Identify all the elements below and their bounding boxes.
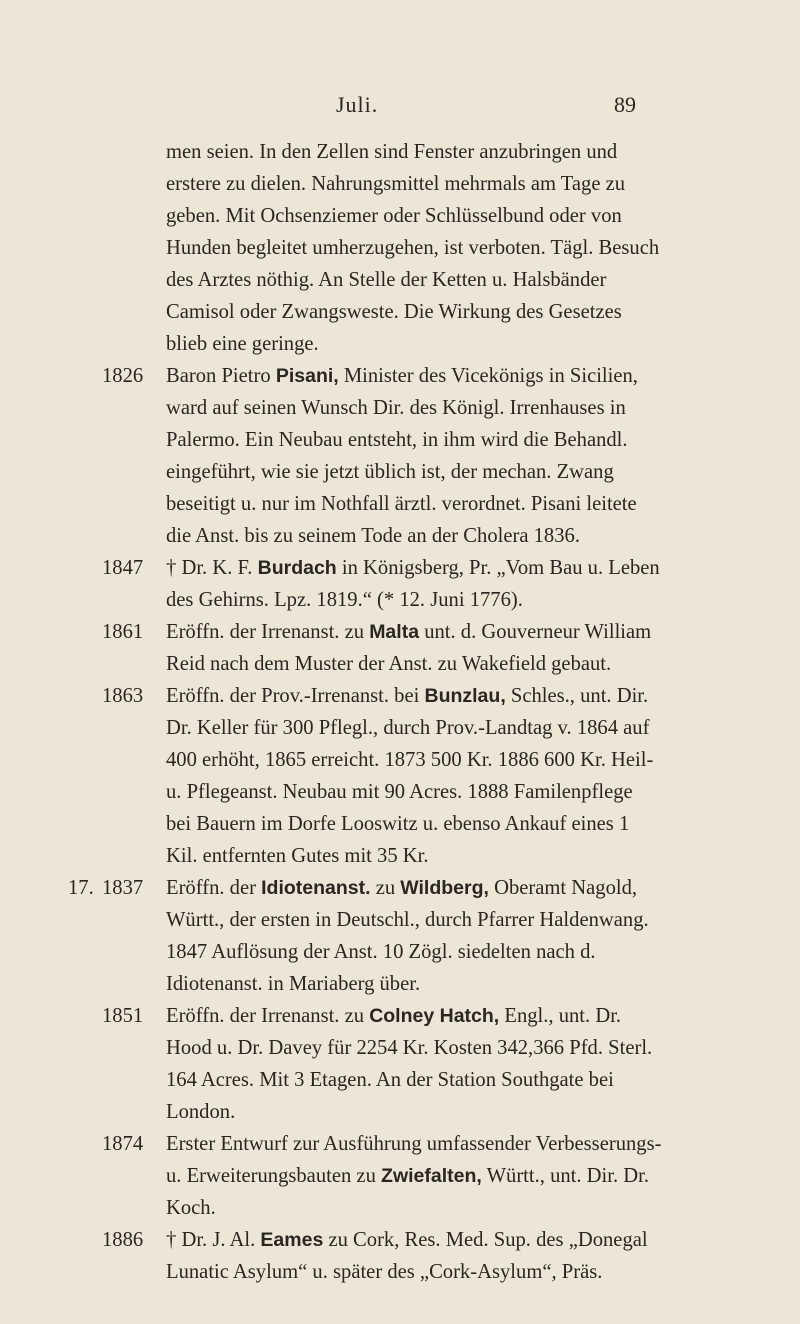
entry-year: 1851: [102, 1005, 144, 1027]
entry-keyword: Bunzlau,: [424, 685, 506, 707]
chronicle-entry-1861: [102, 616, 662, 680]
entry-keyword: Zwiefalten,: [381, 1165, 482, 1187]
entry-text: Eröffn. der Irrenanst. zu Malta unt. d. Gouverneur William Reid nach dem Muster der Anst. zu Wakefield gebaut.: [166, 621, 652, 675]
entry-text: Baron Pietro Pisani, Minister des Vicekönigs in Sicilien, ward auf seinen Wunsch Dir. des Königl. Irrenhauses in Palermo. Ein Neubau entsteht, in ihm wird die Behandl. eingeführt, wie sie jetzt üblich ist, der mechan. Zwang beseitigt u. nur im Nothfall ärztl. verordnet. Pisani leitete die Anst. bis zu seinem Tode an der Cholera 1836.: [166, 365, 638, 547]
entry-keyword: Colney Hatch,: [369, 1005, 500, 1027]
entry-text: Eröffn. der Idiotenanst. zu Wildberg, Oberamt Nagold, Württ., der ersten in Deutschl., durch Pfarrer Haldenwang. 1847 Auflösung der Anst. 10 Zögl. siedelten nach d. Idiotenanst. in Mariaberg über.: [166, 877, 649, 995]
entry-year: 1874: [102, 1133, 144, 1155]
chronicle-entry-1863: [102, 680, 662, 872]
entry-keyword: Wildberg,: [400, 877, 489, 899]
entry-year: 1863: [102, 685, 144, 707]
entry-keyword: Pisani,: [275, 365, 339, 387]
entry-text: Eröffn. der Prov.-Irrenanst. bei Bunzlau, Schles., unt. Dir. Dr. Keller für 300 Pflegl., durch Prov.-Landtag v. 1864 auf 400 erhöht, 1865 erreicht. 1873 500 Kr. 1886 600 Kr. Heil- u. Pflegeanst. Neubau mit 90 Acres. 1888 Familenpflege bei Bauern im Dorfe Looswitz u. ebenso Ankauf eines 1 Kil. entfernten Gutes mit 35 Kr.: [166, 685, 654, 867]
chronicle-entry-1886: [102, 1224, 662, 1288]
entry-text: Erster Entwurf zur Ausführung umfassender Verbesserungs- u. Erweiterungsbauten zu Zwiefalten, Württ., unt. Dir. Dr. Koch.: [166, 1133, 662, 1219]
page-number: 89: [614, 92, 636, 117]
entry-year: 1826: [102, 365, 144, 387]
entry-keyword: Eames: [260, 1229, 324, 1251]
entry-keyword: Burdach: [257, 557, 337, 579]
chronicle-entry-1851: [102, 1000, 662, 1128]
entry-text: Eröffn. der Irrenanst. zu Colney Hatch, Engl., unt. Dr. Hood u. Dr. Davey für 2254 Kr. Kosten 342,366 Pfd. Sterl. 164 Acres. Mit 3 Etagen. An der Station Southgate bei London.: [166, 1005, 653, 1123]
running-title: Juli.: [336, 92, 379, 117]
chronicle-entry-1837: [68, 872, 662, 1000]
continuation-paragraph: [102, 136, 662, 360]
chronicle-entry-1874: [102, 1128, 662, 1224]
entry-text: † Dr. K. F. Burdach in Königsberg, Pr. „Vom Bau u. Leben des Gehirns. Lpz. 1819.“ (* 12. Juni 1776).: [166, 557, 660, 611]
entry-year: 1861: [102, 621, 144, 643]
chronicle-entry-1847: [102, 552, 662, 616]
entry-keyword: Idiotenanst.: [261, 877, 371, 899]
entry-keyword: Malta: [369, 621, 420, 643]
page-header: [0, 92, 800, 122]
entry-year: 1886: [102, 1229, 144, 1251]
entry-text: † Dr. J. Al. Eames zu Cork, Res. Med. Sup. des „Donegal Lunatic Asylum“ u. später des „Cork-Asylum“, Präs.: [166, 1229, 648, 1283]
page-body: [68, 136, 662, 1288]
entry-text: men seien. In den Zellen sind Fenster anzubringen und erstere zu dielen. Nahrungsmittel mehrmals am Tage zu geben. Mit Ochsenziemer oder Schlüsselbund oder von Hunden begleitet umherzugehen, ist verboten. Tägl. Besuch des Arztes nöthig. An Stelle der Ketten u. Halsbänder Camisol oder Zwangsweste. Die Wirkung des Gesetzes blieb eine geringe.: [166, 141, 660, 355]
entry-year: 1837: [102, 877, 144, 899]
chronicle-entry-1826: [102, 360, 662, 552]
day-number: 17.: [68, 877, 94, 899]
entry-year: 1847: [102, 557, 144, 579]
